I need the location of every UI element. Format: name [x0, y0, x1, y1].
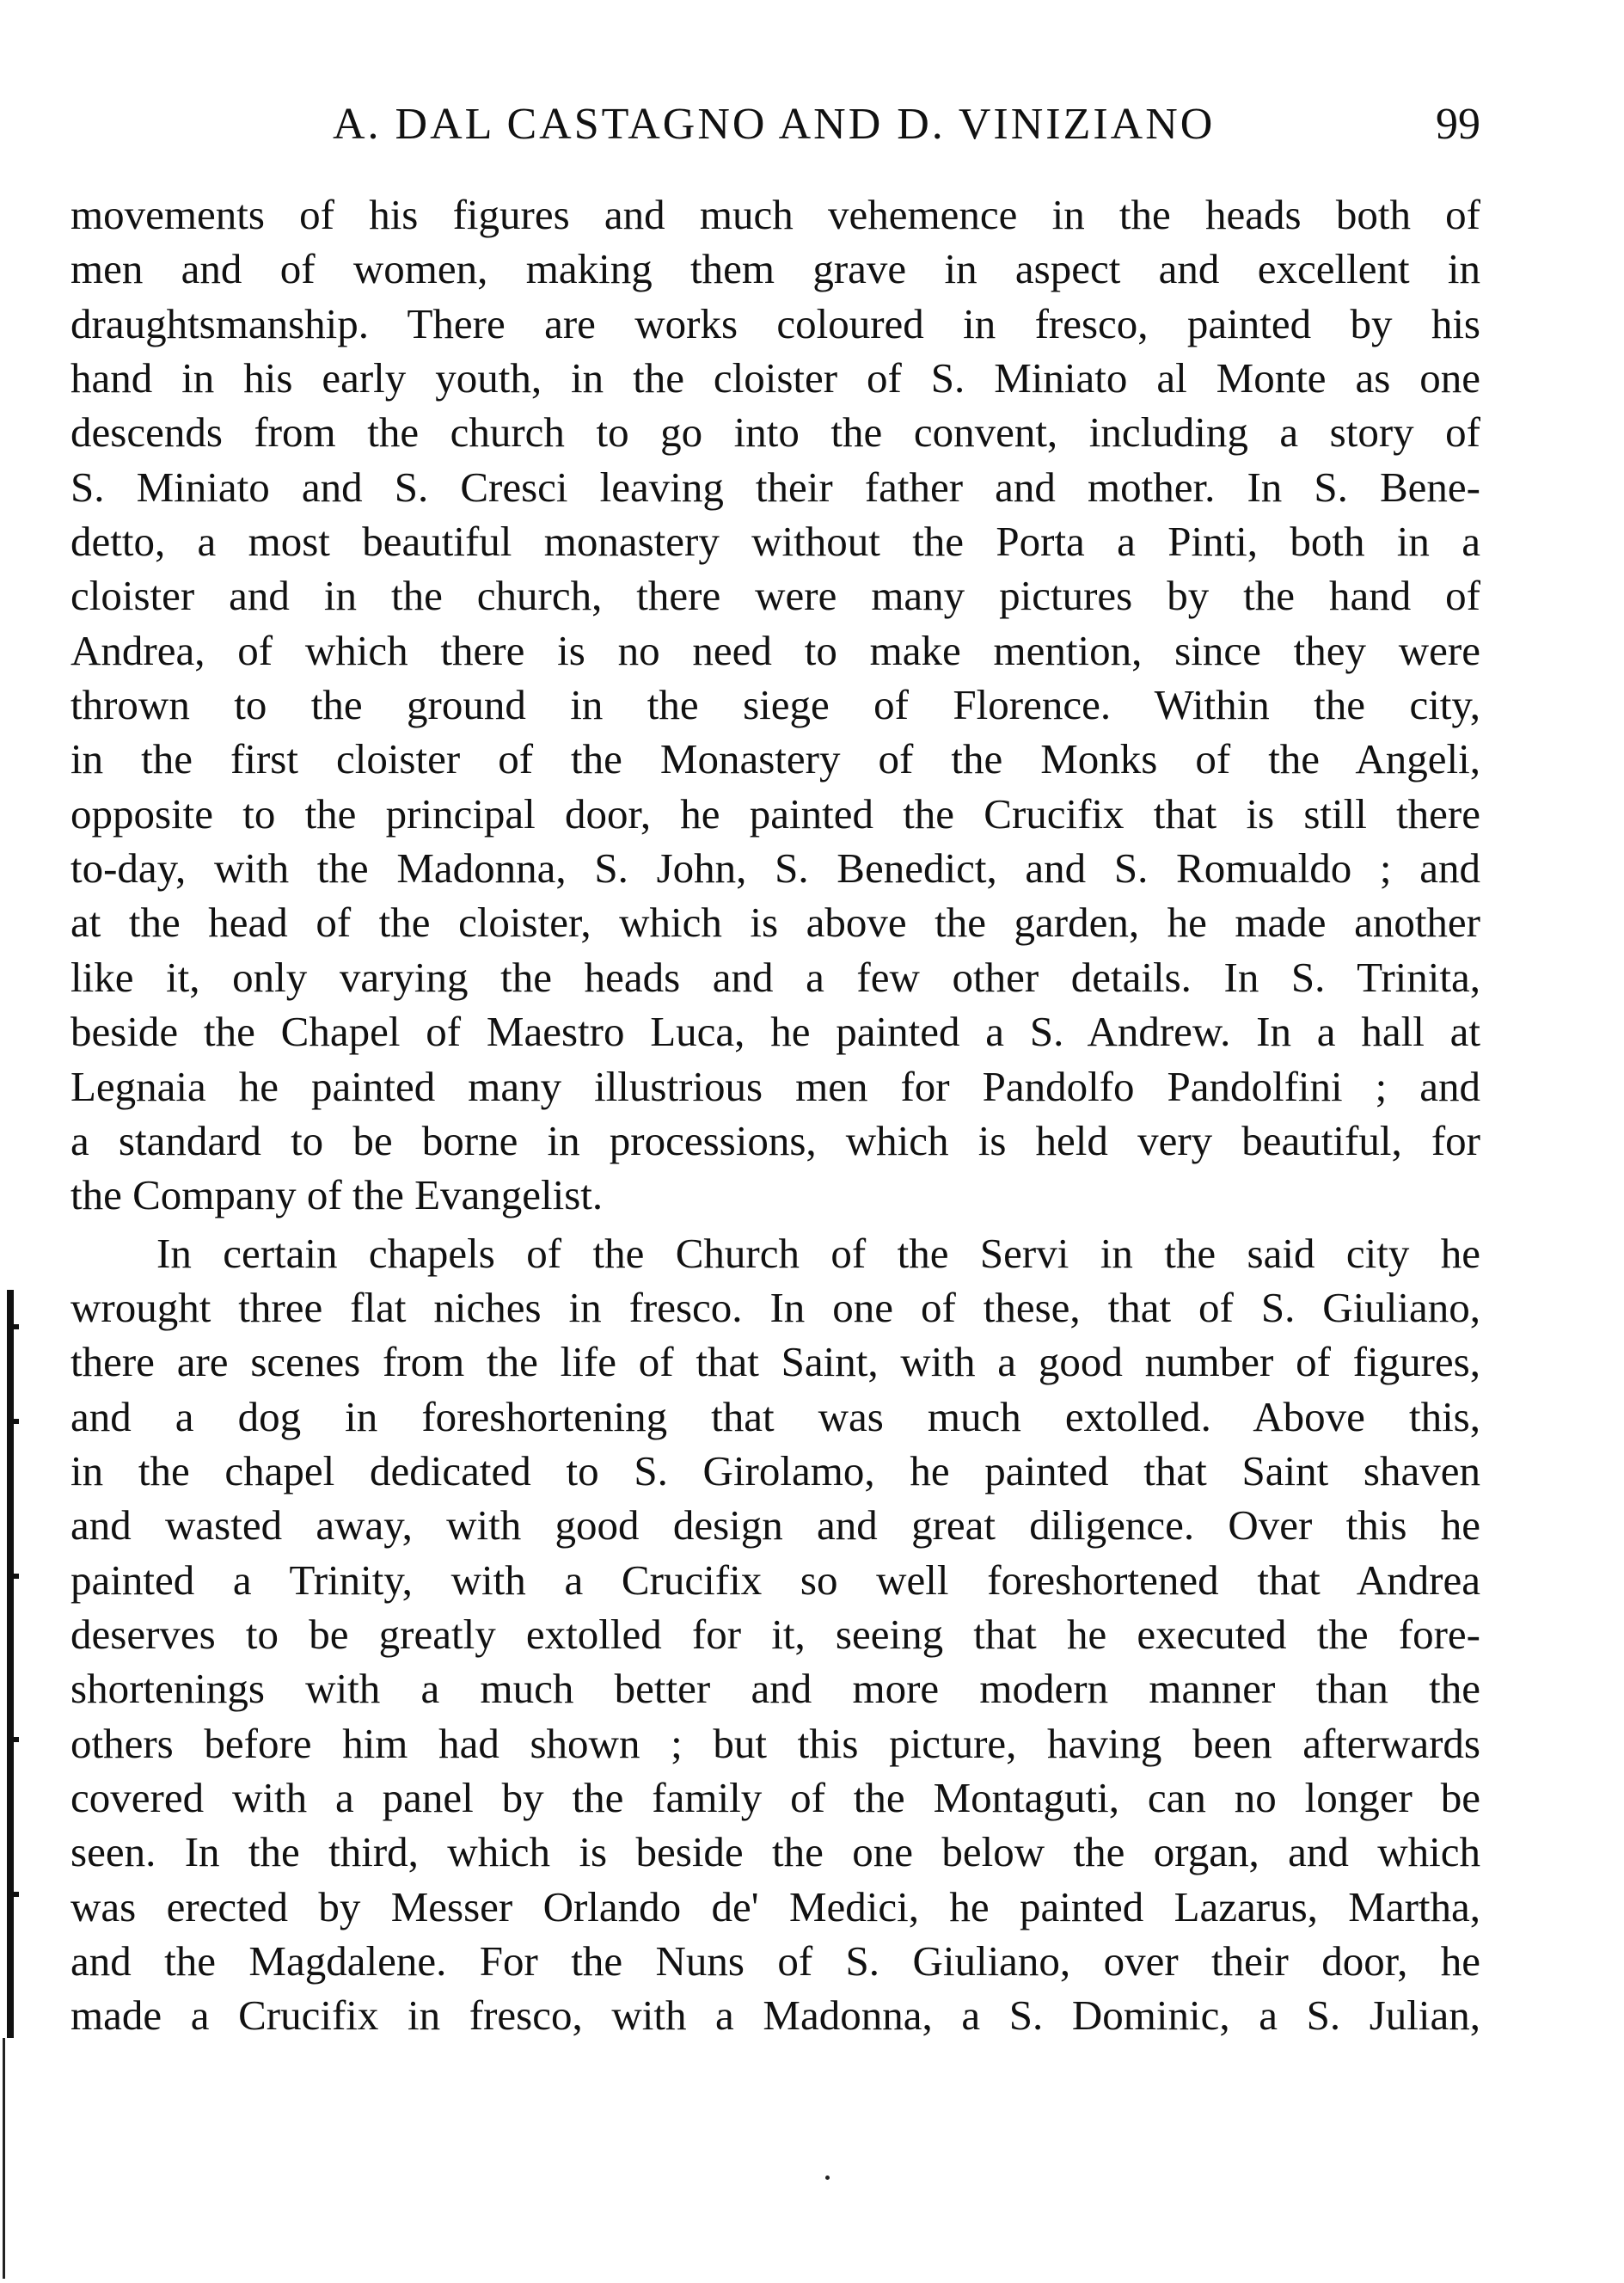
text-line: opposite to the principal door, he painted the Crucifix that is still there — [70, 789, 1480, 838]
scan-speck — [825, 2176, 830, 2180]
text-line: Legnaia he painted many illustrious men for Pandolfo Pandolfini ; and — [70, 1062, 1480, 1110]
text-line: to-day, with the Madonna, S. John, S. Benedict, and S. Romualdo ; and — [70, 844, 1480, 893]
text-line: seen. In the third, which is beside the one below the organ, and which — [70, 1828, 1480, 1876]
text-line: hand in his early youth, in the cloister of S. Miniato al Monte as one — [70, 354, 1480, 402]
text-line: Andrea, of which there is no need to make mention, since they were — [70, 626, 1480, 674]
text-line: the Company of the Evangelist. — [70, 1171, 604, 1219]
text-line: detto, a most beautiful monastery without the Porta a Pinti, both in a — [70, 518, 1480, 566]
text-line: like it, only varying the heads and a few other details. In S. Trinita, — [70, 953, 1480, 1001]
text-line: in the first cloister of the Monastery of the Monks of the Angeli, — [70, 735, 1480, 783]
scan-binding-shadow — [0, 1290, 21, 2038]
text-line: was erected by Messer Orlando de' Medici, he painted Lazarus, Martha, — [70, 1882, 1480, 1930]
text-line: beside the Chapel of Maestro Luca, he painted a S. Andrew. In a hall at — [70, 1008, 1480, 1056]
text-line: and wasted away, with good design and great diligence. Over this he — [70, 1501, 1480, 1550]
text-line: and the Magdalene. For the Nuns of S. Giuliano, over their door, he — [70, 1937, 1480, 1985]
binding-bar — [7, 1290, 14, 2038]
text-line: at the head of the cloister, which is above the garden, he made another — [70, 899, 1480, 947]
text-line: and a dog in foreshortening that was much extolled. Above this, — [70, 1392, 1480, 1440]
text-line: made a Crucifix in fresco, with a Madonna, a S. Dominic, a S. Julian, — [70, 1991, 1480, 2040]
text-line: wrought three flat niches in fresco. In one of these, that of S. Giuliano, — [70, 1283, 1480, 1331]
binding-tick — [10, 1737, 19, 1742]
text-line: a standard to be borne in processions, which is held very beautiful, for — [70, 1116, 1480, 1164]
text-line: draughtsmanship. There are works coloured in fresco, painted by his — [70, 299, 1480, 347]
text-line: there are scenes from the life of that Saint, with a good number of figures, — [70, 1338, 1480, 1386]
running-head — [70, 99, 1480, 159]
text-line: thrown to the ground in the siege of Florence. Within the city, — [70, 681, 1480, 729]
binding-tick — [10, 1574, 19, 1579]
body-text — [70, 187, 1480, 2043]
text-line: men and of women, making them grave in aspect and excellent in — [70, 245, 1480, 293]
text-line: In certain chapels of the Church of the Servi in the said city he — [156, 1229, 1480, 1277]
text-line: painted a Trinity, with a Crucifix so well foreshortened that Andrea — [70, 1556, 1480, 1604]
text-line: deserves to be greatly extolled for it, seeing that he executed the fore- — [70, 1610, 1480, 1658]
text-line: movements of his figures and much vehemence in the heads both of — [70, 191, 1480, 238]
page-number: 99 — [1436, 100, 1480, 149]
text-line: covered with a panel by the family of the Montaguti, can no longer be — [70, 1773, 1480, 1821]
binding-tick — [10, 1324, 19, 1329]
text-line: in the chapel dedicated to S. Girolamo, he painted that Saint shaven — [70, 1446, 1480, 1494]
text-line: S. Miniato and S. Cresci leaving their father and mother. In S. Bene- — [70, 463, 1480, 511]
text-line: others before him had shown ; but this picture, having been afterwards — [70, 1719, 1480, 1767]
binding-tick — [10, 1419, 19, 1424]
text-line: cloister and in the church, there were many pictures by the hand of — [70, 572, 1480, 620]
text-line: descends from the church to go into the convent, including a story of — [70, 408, 1480, 457]
running-title: A. DAL CASTAGNO AND D. VINIZIANO — [333, 100, 1216, 149]
binding-tick — [10, 1892, 19, 1897]
paragraph-1 — [70, 187, 1480, 1223]
scan-margin-line — [3, 2038, 5, 2279]
text-line: shortenings with a much better and more modern manner than the — [70, 1665, 1480, 1713]
paragraph-2 — [70, 1226, 1480, 2043]
